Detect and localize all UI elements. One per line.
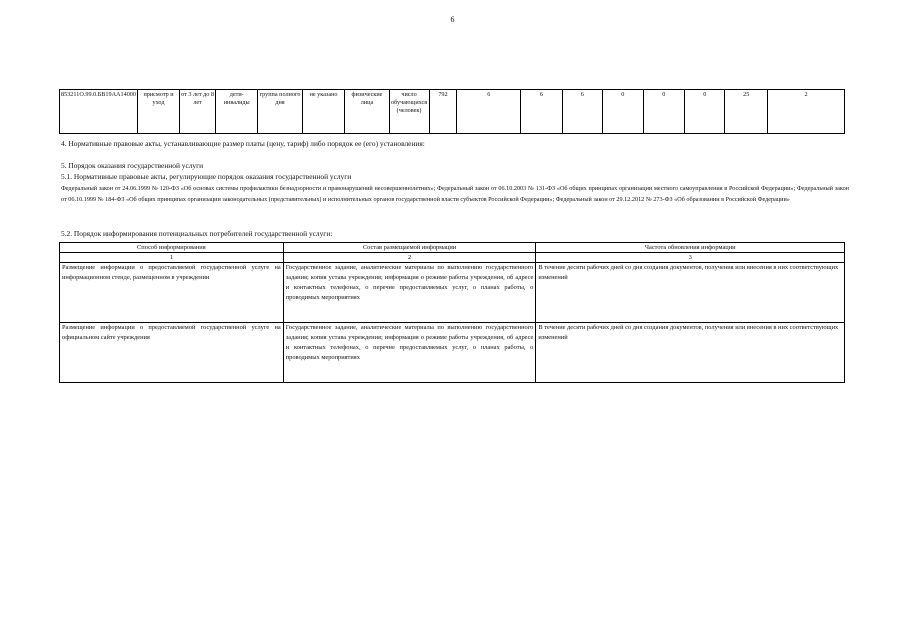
column-header: Способ информирования: [60, 243, 284, 253]
section-4-heading: 4. Нормативные правовые акты, устанавливающие размер платы (цену, тариф) либо порядок ее (его) установления:: [61, 139, 425, 148]
service-content-cell: присмотр и уход: [138, 90, 180, 134]
legal-acts-text: Федеральный закон от 24.06.1999 № 120-ФЗ «Об основах системы профилактики безнадзорности и правонарушений несовершеннолетних»; Федеральный закон от 06.10.2003 № 131-ФЗ «Об общих принципах организации местного самоуправления в Российской Федерации»; Федеральный закон от 06.10.1999 № 184-ФЗ «Об общих принципах организации законодательных (представительных) и исполнительных органов государственной власти субъектов Российской Федерации»; Федеральный закон от 29.12.2012 № 273-ФЗ «Об образовании в Российской Федерации»: [61, 185, 849, 203]
indicator-name-cell: число обучающихся (человек): [389, 90, 429, 134]
section-5-1-heading: 5.1. Нормативные правовые акты, регулирующие порядок оказания государственной услуги: [61, 172, 352, 181]
page-number: 6: [450, 15, 455, 24]
value-cell: 6: [457, 90, 521, 134]
unit-code-cell: 792: [429, 90, 457, 134]
deviation-cell: 2: [768, 90, 845, 134]
condition-cell: не указано: [302, 90, 345, 134]
column-number: 2: [283, 253, 536, 263]
value-cell: 6: [521, 90, 562, 134]
content-cell: Государственное задание, аналитические материалы по выполнению государственного задания; копия устава учреждения; информация о режиме работы учреждения, об адресе и контактных телефонах, о перечне предоставляемых услуг, о планах работы, о проводимых мероприятиях: [283, 323, 536, 383]
table-row: [60, 263, 845, 323]
value-cell: 0: [685, 90, 725, 134]
table-row: [60, 90, 845, 134]
frequency-cell: В течение десяти рабочих дней со дня создания документов, получения или внесения в них соответствующих изменений: [536, 323, 845, 383]
value-cell: 6: [562, 90, 602, 134]
method-cell: Размещение информации о предоставляемой государственной услуге на информационном стенде, размещенном в учреждении: [60, 263, 284, 323]
value-cell: 0: [643, 90, 684, 134]
frequency-cell: В течение десяти рабочих дней со дня создания документов, получения или внесения в них соответствующих изменений: [536, 263, 845, 323]
stay-mode-cell: группа полного дня: [258, 90, 303, 134]
column-header: Частота обновления информации: [536, 243, 845, 253]
content-cell: Государственное задание, аналитические материалы по выполнению государственного задания; копия устава учреждения; информация о режиме работы учреждения, об адресе и контактных телефонах, о перечне предоставляемых услуг, о планах работы, о проводимых мероприятиях: [283, 263, 536, 323]
column-number: 3: [536, 253, 845, 263]
indicator-row-table: [59, 89, 845, 134]
section-5-2-heading: 5.2. Порядок информирования потенциальных потребителей государственной услуги:: [61, 229, 333, 238]
value-cell: 0: [603, 90, 643, 134]
consumer-cell: физические лица: [345, 90, 389, 134]
table-header-row: [60, 243, 845, 253]
column-header: Состав размещаемой информации: [283, 243, 536, 253]
registry-code-cell: 853211О.99.0.БВ19АА14000: [60, 90, 138, 134]
column-number: 1: [60, 253, 284, 263]
age-cell: от 3 лет до 8 лет: [180, 90, 216, 134]
information-table: [59, 242, 845, 383]
category-cell: дети-инвалиды: [216, 90, 258, 134]
table-row: [60, 323, 845, 383]
table-number-row: [60, 253, 845, 263]
method-cell: Размещение информации о предоставляемой государственной услуге на официальном сайте учреждения: [60, 323, 284, 383]
deviation-cell: 25: [725, 90, 768, 134]
section-5-heading: 5. Порядок оказания государственной услуги: [61, 161, 204, 170]
